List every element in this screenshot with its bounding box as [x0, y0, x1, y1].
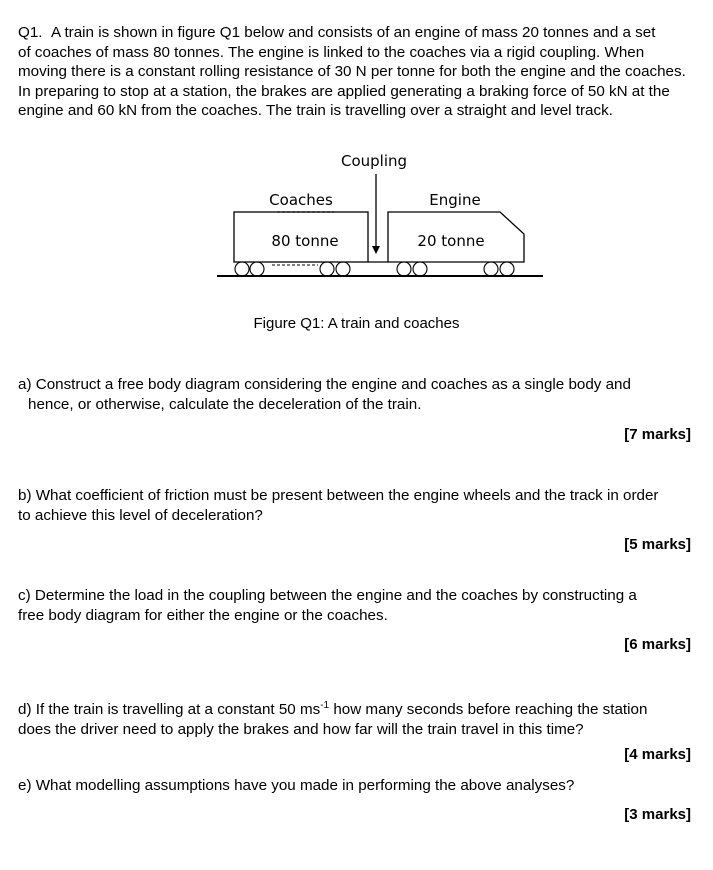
- part-d-marks: [4 marks]: [624, 746, 691, 763]
- figure-caption: Figure Q1: A train and coaches: [253, 315, 460, 332]
- question-line-5: engine and 60 kN from the coaches. The train is travelling over a straight and level track.: [18, 102, 613, 119]
- engine-mass: 20 tonne: [417, 232, 485, 250]
- engine-label: Engine: [429, 191, 481, 209]
- wheel: [500, 262, 514, 276]
- part-c-line-2: free body diagram for either the engine or the coaches.: [18, 606, 388, 624]
- question-number: Q1.: [18, 24, 43, 41]
- part-d-superscript: -1: [320, 700, 330, 711]
- part-a: [18, 375, 688, 414]
- wheel: [235, 262, 249, 276]
- part-b-marks: [5 marks]: [624, 536, 691, 553]
- wheel: [250, 262, 264, 276]
- part-b: [18, 486, 688, 525]
- part-d: [18, 696, 688, 739]
- question-line-1: Q1. A train is shown in figure Q1 below and consists of an engine of mass 20 tonnes and a set: [18, 24, 656, 41]
- coaches-label: Coaches: [269, 191, 333, 209]
- coupling-label: Coupling: [340, 152, 408, 170]
- part-c-marks: [6 marks]: [624, 636, 691, 653]
- wheel: [413, 262, 427, 276]
- part-c: [18, 586, 688, 625]
- part-a-line-2: hence, or otherwise, calculate the deceleration of the train.: [28, 395, 422, 413]
- part-d-line-1: d) If the train is travelling at a constant 50 $ms^{-1}$ how many seconds before reaching the station: [18, 700, 648, 719]
- wheel: [320, 262, 334, 276]
- question-line-4: In preparing to stop at a station, the brakes are applied generating a braking force of 50 kN at the: [18, 82, 670, 100]
- part-c-line-1: c) Determine the load in the coupling between the engine and the coaches by constructing a: [18, 587, 637, 604]
- coupling-arrowhead: [372, 246, 380, 254]
- part-a-line-1: a) Construct a free body diagram considering the engine and coaches as a single body and: [18, 376, 631, 393]
- part-e-line-1: e) What modelling assumptions have you made in performing the above analyses?: [18, 777, 575, 794]
- part-b-line-2: to achieve this level of deceleration?: [18, 506, 263, 524]
- part-a-marks: [7 marks]: [624, 426, 691, 443]
- question-line-3: moving there is a constant rolling resistance of 30 N per tonne for both the engine and the coaches.: [18, 63, 686, 80]
- part-e: [18, 776, 688, 796]
- wheel: [484, 262, 498, 276]
- wheels: [235, 262, 514, 276]
- wheel: [336, 262, 350, 276]
- train-figure: [0, 0, 713, 300]
- part-d-line-2: does the driver need to apply the brakes and how far will the train travel in this time?: [18, 720, 584, 738]
- coaches-mass: 80 tonne: [271, 232, 339, 250]
- wheel: [397, 262, 411, 276]
- part-e-marks: [3 marks]: [624, 806, 691, 823]
- part-b-line-1: b) What coefficient of friction must be present between the engine wheels and the track in order: [18, 487, 659, 504]
- question-line-2: of coaches of mass 80 tonnes. The engine is linked to the coaches via a rigid coupling. When: [18, 43, 645, 61]
